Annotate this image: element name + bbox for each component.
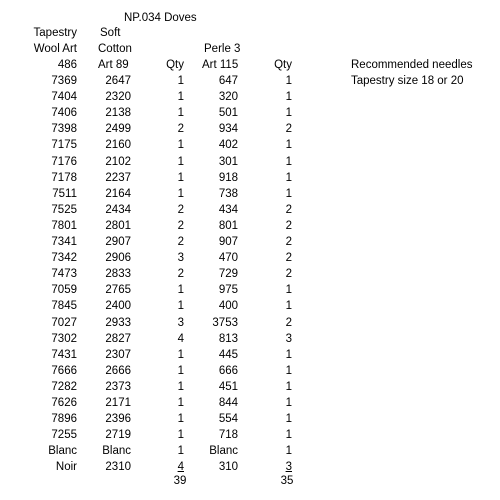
cell-qty-2: 1 xyxy=(285,365,292,377)
cell-perle: 445 xyxy=(218,349,238,361)
cell-wool: 7398 xyxy=(51,123,77,135)
cell-perle: 647 xyxy=(218,75,238,87)
cell-qty-2: 1 xyxy=(285,300,292,312)
cell-wool: 7525 xyxy=(51,204,77,216)
cell-qty-2: 1 xyxy=(285,107,292,119)
header-soft: Soft xyxy=(100,27,121,39)
cell-qty-2: 1 xyxy=(285,429,292,441)
header-tapestry: Tapestry xyxy=(33,27,77,39)
cell-perle: 934 xyxy=(218,123,238,135)
cell-qty-1: 1 xyxy=(177,445,184,457)
cell-cotton: 2933 xyxy=(105,317,131,329)
cell-perle: 918 xyxy=(218,172,238,184)
cell-cotton: 2164 xyxy=(105,188,131,200)
cell-qty-1: 2 xyxy=(177,220,184,232)
cell-wool: 7282 xyxy=(51,381,77,393)
cell-perle: 729 xyxy=(218,268,238,280)
cell-qty-1: 1 xyxy=(177,429,184,441)
cell-wool: 7511 xyxy=(52,188,77,200)
cell-qty-2: 2 xyxy=(285,268,292,280)
cell-qty-1: 1 xyxy=(177,300,184,312)
cell-perle: 844 xyxy=(218,397,238,409)
cell-perle: 666 xyxy=(218,365,238,377)
cell-cotton: 2719 xyxy=(105,429,131,441)
cell-wool: 7369 xyxy=(51,75,77,87)
cell-cotton: 2320 xyxy=(105,91,131,103)
cell-qty-1: 3 xyxy=(177,252,184,264)
cell-cotton: 2396 xyxy=(105,413,131,425)
header-art-115: Art 115 xyxy=(202,59,239,71)
page-title: NP.034 Doves xyxy=(124,12,197,24)
cell-qty-2: 3 xyxy=(285,461,292,473)
cell-qty-2: 3 xyxy=(285,333,292,345)
cell-cotton: 2434 xyxy=(105,204,131,216)
cell-cotton: 2237 xyxy=(105,172,131,184)
cell-wool: 7255 xyxy=(51,429,77,441)
cell-wool: 7626 xyxy=(51,397,77,409)
cell-perle: 434 xyxy=(218,204,238,216)
cell-qty-2: 1 xyxy=(285,188,292,200)
cell-wool: 7176 xyxy=(51,156,77,168)
cell-cotton: 2499 xyxy=(105,123,131,135)
cell-qty-1: 1 xyxy=(177,107,184,119)
cell-perle: Blanc xyxy=(209,445,238,457)
cell-qty-2: 1 xyxy=(285,75,292,87)
cell-wool: Noir xyxy=(55,461,77,473)
cell-perle: 813 xyxy=(218,333,238,345)
cell-cotton: 2647 xyxy=(105,75,131,87)
header-wool-number: 486 xyxy=(57,59,77,71)
cell-wool: 7027 xyxy=(51,317,77,329)
cell-wool: 7431 xyxy=(51,349,77,361)
cell-qty-1: 1 xyxy=(177,75,184,87)
cell-cotton: 2765 xyxy=(105,284,131,296)
cell-cotton: 2138 xyxy=(105,107,131,119)
cell-perle: 400 xyxy=(218,300,238,312)
cell-qty-1: 2 xyxy=(177,236,184,248)
cell-qty-1: 4 xyxy=(177,333,184,345)
cell-qty-1: 1 xyxy=(177,139,184,151)
cell-qty-1: 1 xyxy=(177,397,184,409)
cell-cotton: 2310 xyxy=(105,461,131,473)
cell-wool: 7342 xyxy=(51,252,77,264)
cell-perle: 975 xyxy=(218,284,238,296)
cell-qty-2: 2 xyxy=(285,204,292,216)
cell-wool: 7473 xyxy=(51,268,77,280)
cell-qty-1: 1 xyxy=(177,365,184,377)
cell-qty-2: 2 xyxy=(285,317,292,329)
cell-perle: 451 xyxy=(218,381,238,393)
cell-qty-2: 1 xyxy=(285,139,292,151)
cell-perle: 3753 xyxy=(212,317,238,329)
cell-wool: 7059 xyxy=(51,284,77,296)
cell-perle: 301 xyxy=(218,156,238,168)
cell-wool: 7404 xyxy=(51,91,77,103)
cell-qty-1: 1 xyxy=(177,284,184,296)
cell-perle: 801 xyxy=(218,220,238,232)
cell-cotton: 2400 xyxy=(105,300,131,312)
cell-cotton: 2373 xyxy=(105,381,131,393)
cell-cotton: 2906 xyxy=(105,252,131,264)
cell-perle: 320 xyxy=(218,91,238,103)
cell-perle: 738 xyxy=(218,188,238,200)
cell-qty-1: 1 xyxy=(177,349,184,361)
header-perle-3: Perle 3 xyxy=(204,43,241,55)
cell-perle: 907 xyxy=(218,236,238,248)
cell-wool: 7845 xyxy=(51,300,77,312)
cell-wool: 7896 xyxy=(51,413,77,425)
cell-qty-1: 3 xyxy=(177,317,184,329)
cell-qty-2: 2 xyxy=(285,123,292,135)
cell-perle: 718 xyxy=(218,429,238,441)
cell-qty-2: 1 xyxy=(285,413,292,425)
cell-qty-2: 2 xyxy=(285,252,292,264)
total-qty-2: 35 xyxy=(280,475,294,487)
cell-cotton: 2833 xyxy=(105,268,131,280)
cell-cotton: 2827 xyxy=(105,333,131,345)
cell-perle: 470 xyxy=(218,252,238,264)
header-qty-2: Qty xyxy=(274,59,292,71)
cell-qty-2: 2 xyxy=(285,236,292,248)
cell-qty-2: 1 xyxy=(285,91,292,103)
total-qty-1: 39 xyxy=(173,475,187,487)
cell-wool: Blanc xyxy=(48,445,77,457)
cell-wool: 7801 xyxy=(51,220,77,232)
cell-qty-1: 1 xyxy=(177,172,184,184)
header-cotton: Cotton xyxy=(98,43,132,55)
cell-qty-1: 2 xyxy=(177,268,184,280)
cell-qty-1: 2 xyxy=(177,123,184,135)
cell-qty-1: 1 xyxy=(177,413,184,425)
cell-wool: 7406 xyxy=(51,107,77,119)
cell-qty-2: 1 xyxy=(285,397,292,409)
cell-qty-1: 1 xyxy=(177,156,184,168)
cell-qty-2: 1 xyxy=(285,172,292,184)
cell-wool: 7302 xyxy=(51,333,77,345)
cell-qty-2: 1 xyxy=(285,445,292,457)
cell-wool: 7175 xyxy=(51,139,77,151)
header-wool-art: Wool Art xyxy=(33,43,77,55)
cell-qty-1: 4 xyxy=(177,461,184,473)
cell-cotton: 2801 xyxy=(105,220,131,232)
cell-cotton: 2171 xyxy=(105,397,131,409)
cell-cotton: 2307 xyxy=(105,349,131,361)
cell-cotton: 2102 xyxy=(105,156,131,168)
cell-qty-2: 1 xyxy=(285,381,292,393)
cell-qty-2: 1 xyxy=(285,284,292,296)
cell-cotton: 2666 xyxy=(105,365,131,377)
cell-cotton: 2907 xyxy=(105,236,131,248)
cell-qty-1: 1 xyxy=(177,188,184,200)
header-qty-1: Qty xyxy=(166,59,184,71)
header-art-89: Art 89 xyxy=(98,59,129,71)
cell-qty-2: 1 xyxy=(285,156,292,168)
cell-wool: 7341 xyxy=(51,236,77,248)
cell-cotton: Blanc xyxy=(102,445,131,457)
cell-qty-2: 1 xyxy=(285,349,292,361)
note-tapestry-size: Tapestry size 18 or 20 xyxy=(351,75,464,87)
note-recommended-needles: Recommended needles xyxy=(351,59,473,71)
cell-wool: 7666 xyxy=(51,365,77,377)
cell-wool: 7178 xyxy=(51,172,77,184)
cell-qty-1: 1 xyxy=(177,91,184,103)
cell-qty-1: 2 xyxy=(177,204,184,216)
cell-perle: 554 xyxy=(218,413,238,425)
cell-qty-2: 2 xyxy=(285,220,292,232)
cell-perle: 402 xyxy=(218,139,238,151)
cell-perle: 501 xyxy=(218,107,238,119)
cell-cotton: 2160 xyxy=(105,139,131,151)
cell-qty-1: 1 xyxy=(177,381,184,393)
cell-perle: 310 xyxy=(218,461,238,473)
